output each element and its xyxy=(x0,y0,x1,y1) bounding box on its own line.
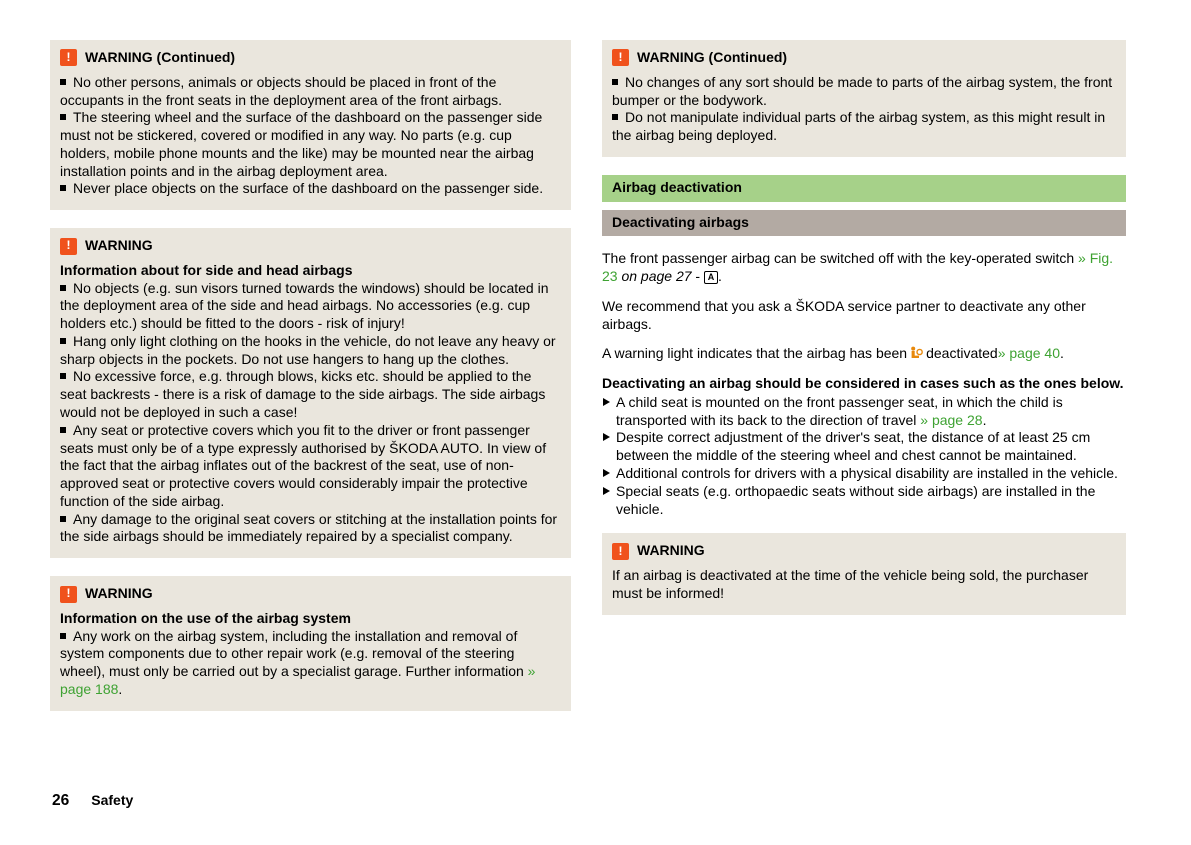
cross-reference-link[interactable]: » page 28 xyxy=(920,411,983,428)
warning-icon: ! xyxy=(612,49,629,66)
text-run: . xyxy=(1060,345,1064,362)
warning-icon: ! xyxy=(60,586,77,603)
text-run: The front passenger airbag can be switched off with the key-operated switch xyxy=(602,250,1079,267)
subsection-header: Deactivating airbags xyxy=(602,210,1126,237)
warning-bullet-item xyxy=(60,74,559,110)
section-header: Airbag deactivation xyxy=(602,175,1126,202)
warning-title: WARNING xyxy=(85,585,153,602)
warning-box xyxy=(50,228,571,558)
warning-bullet-item xyxy=(612,74,1114,110)
callout-a-badge: A xyxy=(704,271,718,284)
airbag-deactivated-indicator-icon xyxy=(909,345,924,363)
text-run: No changes of any sort should be made to parts of the airbag system, the front bumper or the bodywork. xyxy=(612,73,1113,108)
text-run: We recommend that you ask a ŠKODA service partner to deactivate any other airbags. xyxy=(602,297,1086,332)
cross-reference-link[interactable]: » Fig. 23 xyxy=(602,250,1114,285)
warning-icon: ! xyxy=(60,49,77,66)
right-column xyxy=(602,40,1126,633)
paragraph xyxy=(602,345,1126,363)
warning-icon: ! xyxy=(612,543,629,560)
warning-title: WARNING xyxy=(637,542,705,559)
cross-reference-link[interactable]: » page 188 xyxy=(60,663,536,697)
arrow-bullet-icon xyxy=(603,487,610,495)
warning-bullet-item xyxy=(60,109,559,180)
bullet-square-icon xyxy=(60,633,66,639)
footer-section-label: Safety xyxy=(91,792,134,808)
list-item-text xyxy=(616,429,1090,463)
bullet-square-icon xyxy=(60,373,66,379)
warning-header xyxy=(612,542,1114,560)
warning-bullet-item xyxy=(60,628,559,699)
left-column xyxy=(50,40,571,729)
text-run: Any damage to the original seat covers or stitching at the installation points for the side airbags should be immediately repaired by a specialist company. xyxy=(60,510,558,545)
warning-bullet-item xyxy=(60,511,559,547)
arrow-bullet-icon xyxy=(603,433,610,441)
text-run: on page 27 xyxy=(621,268,692,285)
text-run: Additional controls for drivers with a physical disability are installed in the vehicle. xyxy=(616,465,1118,482)
list-item-text xyxy=(616,465,1118,481)
arrow-bullet-icon xyxy=(603,398,610,406)
text-run: Any work on the airbag system, including the installation and removal of system components due to other repair work (e.g. removal of the steering wheel), must only be carried out by a specialist garage. Further information xyxy=(60,627,528,680)
bullet-square-icon xyxy=(612,114,618,120)
warning-header xyxy=(60,585,559,603)
warning-paragraph xyxy=(612,567,1114,603)
paragraph xyxy=(602,250,1126,286)
text-run: . xyxy=(982,411,987,428)
warning-bullet-item xyxy=(612,109,1114,145)
bullet-square-icon xyxy=(60,516,66,522)
bullet-square-icon xyxy=(60,79,66,85)
bullet-square-icon xyxy=(60,185,66,191)
text-run: Deactivating an airbag should be considered in cases such as the ones below. xyxy=(602,375,1124,392)
warning-header xyxy=(60,49,559,67)
text-run: Never place objects on the surface of the dashboard on the passenger side. xyxy=(73,180,544,197)
bullet-square-icon xyxy=(60,338,66,344)
text-run: - xyxy=(691,268,704,285)
list-item-arrow xyxy=(602,465,1126,483)
text-run: No other persons, animals or objects should be placed in front of the occupants in the front seats in the deployment area of the front airbags. xyxy=(60,73,503,108)
text-run: . xyxy=(718,268,722,285)
warning-bullet-item xyxy=(60,180,559,198)
text-run: Do not manipulate individual parts of the airbag system, as this might result in the airbag being deployed. xyxy=(612,109,1106,144)
list-item-text xyxy=(616,394,1063,428)
list-item-arrow xyxy=(602,429,1126,465)
bullet-square-icon xyxy=(612,79,618,85)
text-run: A warning light indicates that the airbag has been xyxy=(602,345,908,362)
warning-box xyxy=(50,40,571,210)
warning-header xyxy=(60,237,559,255)
bullet-square-icon xyxy=(60,114,66,120)
warning-subtitle: Information about for side and head airbags xyxy=(60,261,353,278)
paragraph xyxy=(602,298,1126,334)
two-column-layout xyxy=(50,40,1126,729)
warning-bullet-item xyxy=(60,333,559,369)
text-run: Despite correct adjustment of the driver's seat, the distance of at least 25 cm between the middle of the steering wheel and chest cannot be maintained. xyxy=(616,429,1091,464)
text-run: If an airbag is deactivated at the time of the vehicle being sold, the purchaser must be informed! xyxy=(612,567,1089,601)
text-run: Any seat or protective covers which you fit to the driver or front passenger seats must only be of a type expressly authorised by ŠKODA AUTO. In view of the fact that the airbag inflates out of the backrest of the seat, use of non-approved seat or protective covers would considerably impair the protective function of the side airbag. xyxy=(60,421,547,509)
text-run: deactivated xyxy=(926,345,998,362)
text-run: Special seats (e.g. orthopaedic seats without side airbags) are installed in the vehicle. xyxy=(616,482,1096,517)
warning-box xyxy=(50,576,571,711)
list-item-arrow xyxy=(602,394,1126,430)
bullet-square-icon xyxy=(60,285,66,291)
warning-box xyxy=(602,533,1126,614)
warning-bullet-item xyxy=(60,422,559,511)
warning-icon: ! xyxy=(60,238,77,255)
warning-title: WARNING (Continued) xyxy=(637,49,788,65)
bullet-square-icon xyxy=(60,427,66,433)
paragraph xyxy=(602,375,1126,393)
text-run: No excessive force, e.g. through blows, kicks etc. should be applied to the seat backrests - there is a risk of damage to the side airbags. The side airbags would not be deployed in such a case! xyxy=(60,368,546,421)
warning-bullet-item xyxy=(60,280,559,333)
page-number: 26 xyxy=(52,792,70,809)
warning-title: WARNING xyxy=(85,237,153,254)
warning-box xyxy=(602,40,1126,157)
warning-title: WARNING (Continued) xyxy=(85,49,236,65)
text-run: . xyxy=(118,680,123,697)
text-run: No objects (e.g. sun visors turned towards the windows) should be located in the deployment area of the side and head airbags. No accessories (e.g. cup holders etc.) should be fitted to the doors - risk of injury! xyxy=(60,279,549,332)
text-run: A child seat is mounted on the front passenger seat, in which the child is transported with its back to the direction of travel xyxy=(616,393,1063,428)
arrow-bullet-icon xyxy=(603,469,610,477)
list-item-arrow xyxy=(602,483,1126,519)
page-footer xyxy=(52,792,133,810)
warning-bullet-item xyxy=(60,368,559,421)
cross-reference-link[interactable]: » page 40 xyxy=(997,345,1061,362)
warning-header xyxy=(612,49,1114,67)
list-item-text xyxy=(616,483,1095,517)
text-run: Hang only light clothing on the hooks in the vehicle, do not leave any heavy or sharp objects in the pockets. Do not use hangers to hang up the clothes. xyxy=(60,332,556,367)
text-run: The steering wheel and the surface of the dashboard on the passenger side must not be stickered, covered or modified in any way. No parts (e.g. cup holders, mobile phone mounts and the like) may be mounted near the airbag installation points and in the airbag deployment area. xyxy=(60,109,543,179)
warning-subtitle: Information on the use of the airbag system xyxy=(60,609,351,626)
